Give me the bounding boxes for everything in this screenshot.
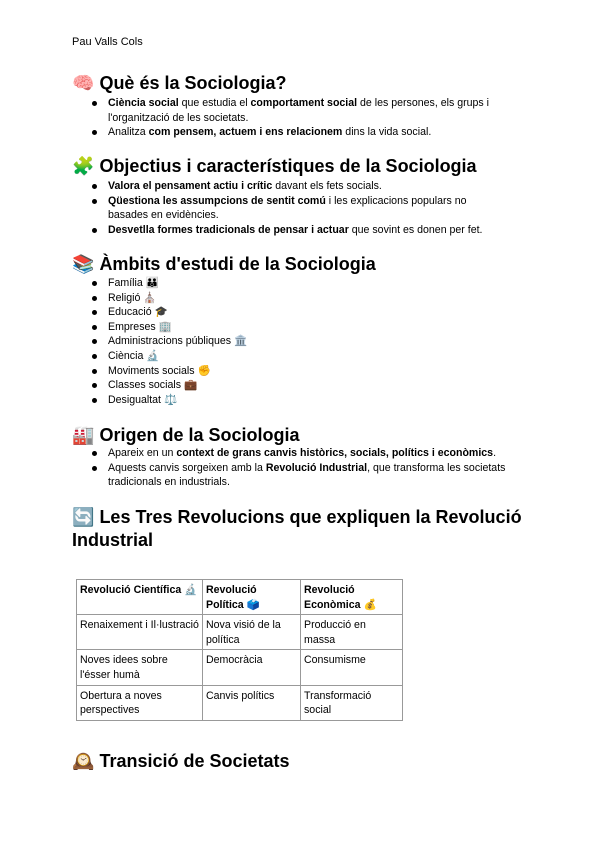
bold-text: context de grans canvis històrics, socials, polítics i econòmics [176,447,494,459]
text: , que transforma les societats tradicionals en industrials. [108,461,506,489]
cycle-arrows-icon: 🔄 [72,507,95,528]
text: Apareix en un [108,447,177,459]
bold-text: Ciència social [108,97,179,109]
list-item: Administracions públiques 🏛️ [108,334,508,349]
table-cell: Consumisme [301,650,403,685]
text: Aquests canvis sorgeixen amb la [108,461,266,474]
list-item: Família 👪 [108,276,508,291]
text: Analitza [108,126,149,139]
list-item [108,179,508,194]
bold-text: Qüestiona les assumpcions de sentit comú [108,194,326,207]
section-list [72,276,508,407]
table-cell: Canvis polítics [203,685,301,720]
list-item [108,223,508,238]
bold-text: comportament social [250,97,358,109]
list-item: Educació 🎓 [108,305,508,320]
section-title: Transició de Societats [99,751,290,771]
table-row [77,650,403,685]
table-cell: Transformació social [301,685,403,720]
clock-icon: 🕰️ [72,751,95,772]
list-item [108,96,508,125]
books-icon: 📚 [72,254,95,275]
table-cell: Noves idees sobre l'ésser humà [77,650,203,685]
text: que estudia el [178,97,251,109]
table-header-cell: Revolució Econòmica 💰 [301,580,403,615]
bold-text: Valora el pensament actiu i crític [108,180,273,192]
table-header-cell: Revolució Política 🗳️ [203,580,301,615]
text: dins la vida social. [342,126,432,139]
section-title: Què és la Sociologia? [99,73,287,93]
revolutions-table [76,579,403,721]
section-heading-origin [72,424,532,447]
section-heading-objectives [72,155,532,178]
table-row [77,685,403,720]
author-name: Pau Valls Cols [72,36,143,48]
section-title: Les Tres Revolucions que expliquen la Revolució Industrial [72,507,522,550]
list-item: Classes socials 💼 [108,378,508,393]
text: . [493,447,497,459]
table-cell: Producció en massa [301,615,403,650]
section-list [72,446,508,490]
bold-text: Revolució Industrial [265,461,368,474]
table-cell: Obertura a noves perspectives [77,685,203,720]
section-heading-three-revolutions [72,506,532,552]
table-cell: Democràcia [203,650,301,685]
section-list [72,96,508,140]
list-item [108,125,508,140]
list-item [108,461,508,490]
section-title: Objectius i característiques de la Sociologia [99,156,477,176]
list-item: Religió ⛪ [108,291,508,306]
section-heading-transition [72,750,532,773]
table-header-row [77,580,403,615]
puzzle-icon: 🧩 [72,156,95,177]
list-item: Desigualtat ⚖️ [108,393,508,408]
section-heading-fields-of-study [72,253,532,276]
list-item: Moviments socials ✊ [108,364,508,379]
section-title: Àmbits d'estudi de la Sociologia [99,254,376,274]
bold-text: com pensem, actuem i ens relacionem [148,126,343,139]
table-cell: Nova visió de la política [203,615,301,650]
factory-icon: 🏭 [72,425,95,446]
text: de les persones, els grups i l'organització de les societats. [108,97,489,124]
text: i les explicacions populars no basades en evidències. [108,194,467,222]
text: que sovint es donen per fet. [348,223,483,236]
table-header-cell: Revolució Científica 🔬 [77,580,203,615]
table-cell: Renaixement i Il·lustració [77,615,203,650]
section-heading-what-is-sociology [72,72,532,95]
list-item [108,194,508,223]
list-item: Ciència 🔬 [108,349,508,364]
text: davant els fets socials. [272,180,382,192]
table-row [77,615,403,650]
section-title: Origen de la Sociologia [99,425,300,445]
bold-text: Desvetlla formes tradicionals de pensar i actuar [108,223,349,236]
brain-icon: 🧠 [72,73,95,94]
list-item [108,446,508,461]
section-list [72,179,508,237]
list-item: Empreses 🏢 [108,320,508,335]
